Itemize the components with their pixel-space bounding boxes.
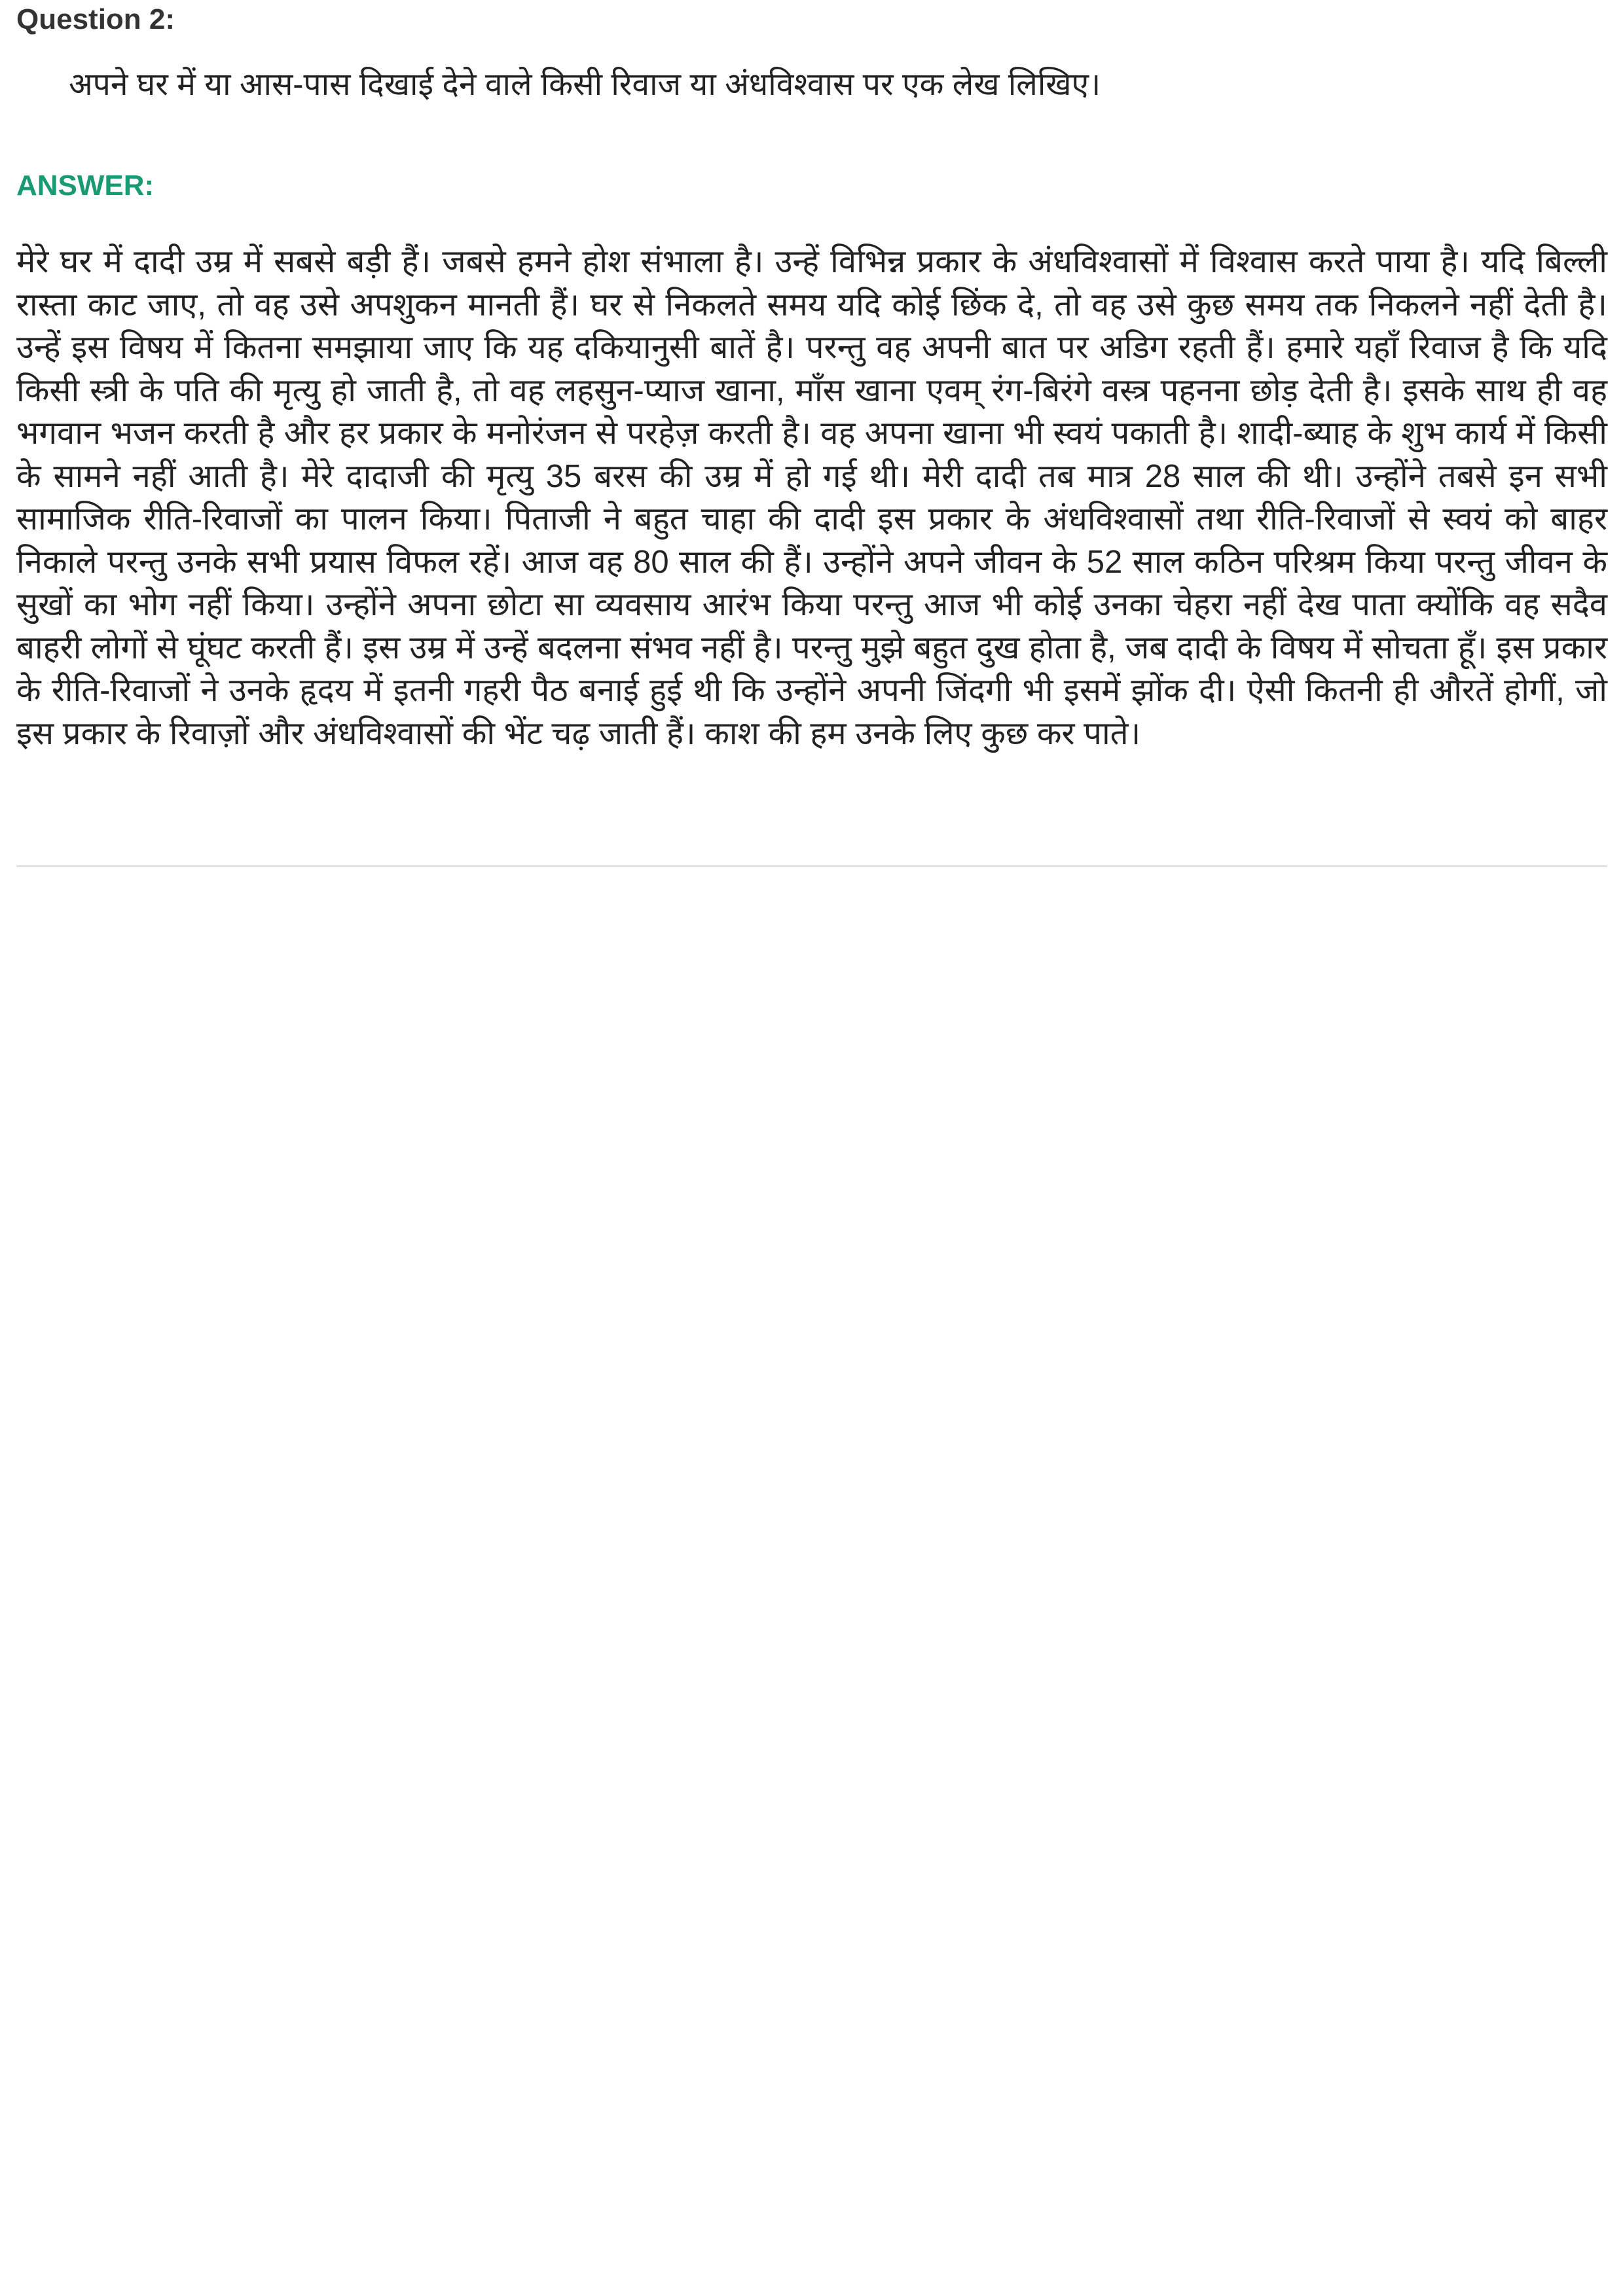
answer-body: मेरे घर में दादी उम्र में सबसे बड़ी हैं। जबसे हमने होश संभाला है। उन्हें विभिन्न प्रकार के अंधविश्वासों में विश्वास करते पाया है। यदि बिल्ली रास्ता काट जाए, तो वह उसे अपशुकन मानती हैं। घर से निकलते समय यदि कोई छिंक दे, तो वह उसे कुछ समय तक निकलने नहीं देती है। उन्हें इस विषय में कितना समझाया जाए कि यह दकियानुसी बातें है। परन्तु वह अपनी बात पर अडिग रहती हैं। हमारे यहाँ रिवाज है कि यदि किसी स्त्री के पति की मृत्यु हो जाती है, तो वह लहसुन-प्याज खाना, माँस खाना एवम् रंग-बिरंगे वस्त्र पहनना छोड़ देती है। इसके साथ ही वह भगवान भजन करती है और हर प्रकार के मनोरंजन से परहेज़ करती है। वह अपना खाना भी स्वयं पकाती है। शादी-ब्याह के शुभ कार्य में किसी के सामने नहीं आती है। मेरे दादाजी की मृत्यु 35 बरस की उम्र में हो गई थी। मेरी दादी तब मात्र 28 साल की थी। उन्होंने तबसे इन सभी सामाजिक रीति-रिवाजों का पालन किया। पिताजी ने बहुत चाहा की दादी इस प्रकार के अंधविश्वासों तथा रीति-रिवाजों से स्वयं को बाहर निकाले परन्तु उनके सभी प्रयास विफल रहें। आज वह 80 साल की हैं। उन्होंने अपने जीवन के 52 साल कठिन परिश्रम किया परन्तु जीवन के सुखों का भोग नहीं किया। उन्होंने अपना छोटा सा व्यवसाय आरंभ किया परन्तु आज भी कोई उनका चेहरा नहीं देख पाता क्योंकि वह सदैव बाहरी लोगों से घूंघट करती हैं। इस उम्र में उन्हें बदलना संभव नहीं है। परन्तु मुझे बहुत दुख होता है, जब दादी के विषय में सोचता हूँ। इस प्रकार के रीति-रिवाजों ने उनके हृदय में इतनी गहरी पैठ बनाई हुई थी कि उन्होंने अपनी जिंदगी भी इसमें झोंक दी। ऐसी कितनी ही औरतें होगीं, जो इस प्रकार के रिवाज़ों और अंधविश्वासों की भेंट चढ़ जाती हैं। काश की हम उनके लिए कुछ कर पाते। xyxy=(16,244,1608,751)
question-text: अपने घर में या आस-पास दिखाई देने वाले किसी रिवाज या अंधविश्वास पर एक लेख लिखिए। xyxy=(69,67,1101,102)
answer-heading: ANSWER: xyxy=(16,170,155,202)
question-heading: Question 2: xyxy=(16,3,175,35)
section-divider xyxy=(16,865,1607,867)
